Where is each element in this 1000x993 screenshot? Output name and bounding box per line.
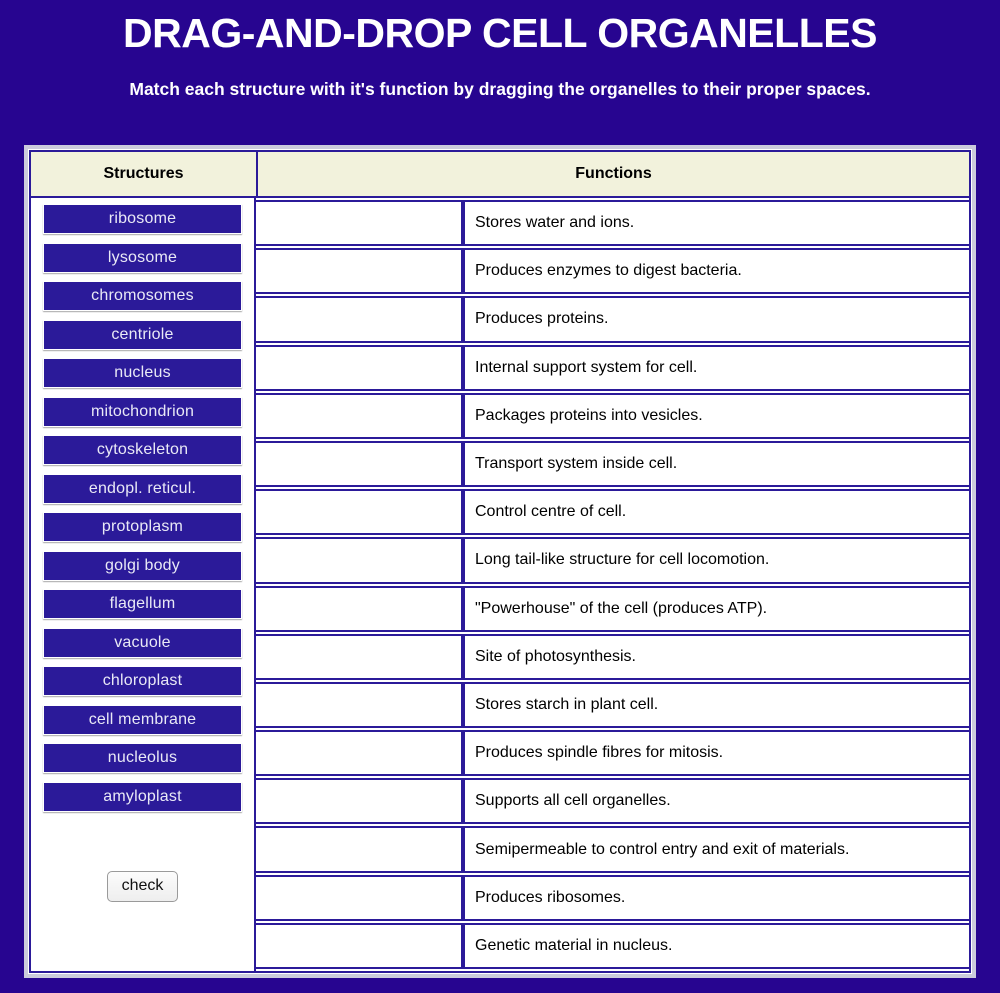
organelle-chip[interactable]: cytoskeleton [43,435,242,465]
function-description: Site of photosynthesis. [463,634,969,680]
function-description: Supports all cell organelles. [463,778,969,824]
drop-zone[interactable] [256,345,463,391]
function-row [256,295,969,343]
drop-zone[interactable] [256,586,463,632]
table-header-row [31,152,969,198]
organelle-chip[interactable]: protoplasm [43,512,242,542]
function-description: Produces ribosomes. [463,875,969,921]
organelle-chip[interactable]: ribosome [43,204,242,234]
check-button[interactable]: check [107,871,179,902]
drop-zone[interactable] [256,296,463,342]
function-row [256,440,969,488]
drop-zone[interactable] [256,634,463,680]
table-body [31,198,969,971]
function-description: Stores starch in plant cell. [463,682,969,728]
organelle-chip[interactable]: chromosomes [43,281,242,311]
page-instructions: Match each structure with it's function by dragging the organelles to their proper spaces. [129,79,871,99]
function-row [256,488,969,536]
organelle-chip[interactable]: vacuole [43,628,242,658]
function-row [256,344,969,392]
function-row [256,247,969,295]
organelle-chip[interactable]: mitochondrion [43,397,242,427]
column-header-structures: Structures [31,152,258,196]
drop-zone[interactable] [256,682,463,728]
drop-zone[interactable] [256,393,463,439]
organelle-chip[interactable]: centriole [43,320,242,350]
page-title: DRAG-AND-DROP CELL ORGANELLES [123,10,877,56]
organelle-chip[interactable]: nucleolus [43,743,242,773]
organelle-chip[interactable]: flagellum [43,589,242,619]
function-description: Stores water and ions. [463,200,969,246]
drop-zone[interactable] [256,875,463,921]
organelle-chip[interactable]: endopl. reticul. [43,474,242,504]
function-row [256,199,969,247]
organelle-chip[interactable]: golgi body [43,551,242,581]
organelle-chip[interactable]: chloroplast [43,666,242,696]
drop-zone[interactable] [256,778,463,824]
drop-zone[interactable] [256,441,463,487]
function-row [256,536,969,584]
function-description: Genetic material in nucleus. [463,923,969,969]
matching-table [24,145,976,978]
function-row [256,922,969,970]
organelle-chip[interactable]: amyloplast [43,782,242,812]
structures-column [31,198,256,971]
function-description: Transport system inside cell. [463,441,969,487]
function-row [256,585,969,633]
function-description: Packages proteins into vesicles. [463,393,969,439]
function-row [256,392,969,440]
drop-zone[interactable] [256,537,463,583]
drop-zone[interactable] [256,248,463,294]
organelle-chip[interactable]: cell membrane [43,705,242,735]
check-button-container [107,820,179,971]
function-description: "Powerhouse" of the cell (produces ATP). [463,586,969,632]
function-description: Semipermeable to control entry and exit of materials. [463,826,969,872]
function-row [256,729,969,777]
function-description: Control centre of cell. [463,489,969,535]
function-description: Produces enzymes to digest bacteria. [463,248,969,294]
organelle-chip[interactable]: nucleus [43,358,242,388]
column-header-functions: Functions [258,152,969,196]
function-row [256,633,969,681]
drop-zone[interactable] [256,489,463,535]
drop-zone[interactable] [256,923,463,969]
matching-table-inner [29,150,971,973]
function-description: Internal support system for cell. [463,345,969,391]
function-description: Produces spindle fibres for mitosis. [463,730,969,776]
drop-zone[interactable] [256,200,463,246]
organelle-chip[interactable]: lysosome [43,243,242,273]
function-description: Long tail-like structure for cell locomotion. [463,537,969,583]
function-row [256,874,969,922]
function-row [256,777,969,825]
drop-zone[interactable] [256,826,463,872]
function-description: Produces proteins. [463,296,969,342]
functions-column [256,198,969,971]
function-row [256,681,969,729]
drop-zone[interactable] [256,730,463,776]
function-row [256,825,969,873]
